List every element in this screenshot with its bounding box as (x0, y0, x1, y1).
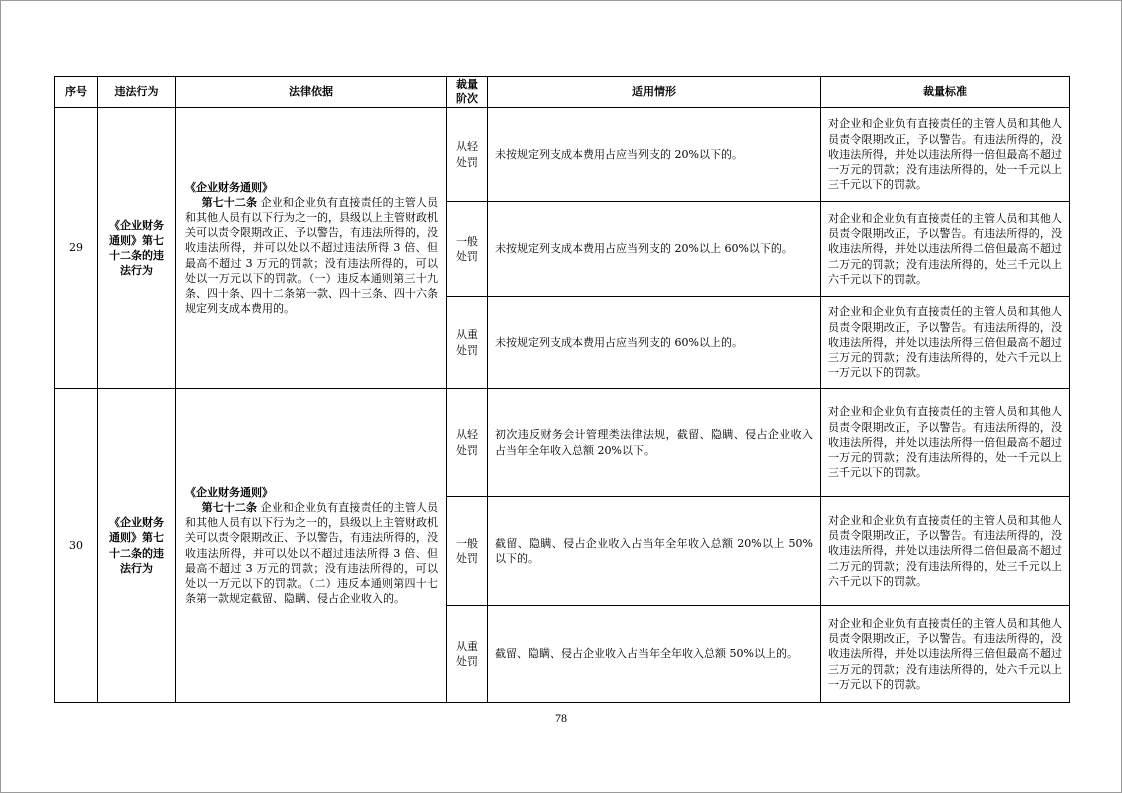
standard-cell: 对企业和企业负有直接责任的主管人员和其他人员责令限期改正，予以警告。有违法所得的，没收违法所得，并处以违法所得二倍但最高不超过二万元的罚款；没有违法所得的，处三千元以上六千元以下的罚款。 (821, 202, 1070, 297)
header-seq: 序号 (55, 77, 98, 108)
standard-cell: 对企业和企业负有直接责任的主管人员和其他人员责令限期改正，予以警告。有违法所得的，没收违法所得，并处以违法所得一倍但最高不超过一万元的罚款；没有违法所得的，处一千元以上三千元以下的罚款。 (821, 389, 1070, 497)
level-cell: 从轻处罚 (447, 108, 488, 202)
legal-text: 企业和企业负有直接责任的主管人员和其他人员有以下行为之一的，县级以上主管财政机关可以责令限期改正、予以警告，有违法所得的，没收违法所得，并可以处以不超过违法所得 3 倍、但最高不超过 3 万元的罚款；没有违法所得的，可以处以一万元以下的罚款。（一）违反本通则第三十九条、四十条、四十二条第一款、四十三条、四十六条规定列支成本费用的。 (185, 195, 439, 316)
condition-cell: 未按规定列支成本费用占应当列支的 20%以下的。 (488, 108, 821, 202)
standard-cell: 对企业和企业负有直接责任的主管人员和其他人员责令限期改正，予以警告。有违法所得的，没收违法所得，并处以违法所得一倍但最高不超过一万元的罚款；没有违法所得的，处一千元以上三千元以下的罚款。 (821, 108, 1070, 202)
legal-text: 企业和企业负有直接责任的主管人员和其他人员有以下行为之一的，县级以上主管财政机关可以责令限期改正、予以警告，有违法所得的，没收违法所得，并可以处以不超过违法所得 3 倍、但最高不超过 3 万元的罚款；没有违法所得的，可以处以一万元以下的罚款。（二）违反本通则第四十七条第一款规定截留、隐瞒、侵占企业收入的。 (185, 500, 439, 606)
level-cell: 从重处罚 (447, 297, 488, 389)
row-violation: 《企业财务通则》第七十二条的违法行为 (98, 108, 176, 389)
row-legal-basis (176, 389, 447, 703)
standard-cell: 对企业和企业负有直接责任的主管人员和其他人员责令限期改正，予以警告。有违法所得的，没收违法所得，并处以违法所得三倍但最高不超过三万元的罚款；没有违法所得的，处六千元以上一万元以下的罚款。 (821, 606, 1070, 703)
law-title: 《企业财务通则》 (185, 180, 273, 194)
article-number: 第七十二条 (201, 500, 258, 514)
condition-cell: 未按规定列支成本费用占应当列支的 60%以上的。 (488, 297, 821, 389)
header-level: 裁量阶次 (447, 77, 488, 108)
header-standard: 裁量标准 (821, 77, 1070, 108)
row-seq: 29 (55, 108, 98, 389)
table-row (55, 389, 1070, 497)
page-number: 78 (555, 711, 567, 725)
condition-cell: 截留、隐瞒、侵占企业收入占当年全年收入总额 20%以上 50%以下的。 (488, 497, 821, 606)
table-row (55, 108, 1070, 202)
condition-cell: 初次违反财务会计管理类法律法规，截留、隐瞒、侵占企业收入占当年全年收入总额 20%以下。 (488, 389, 821, 497)
level-cell: 从重处罚 (447, 606, 488, 703)
condition-cell: 截留、隐瞒、侵占企业收入占当年全年收入总额 50%以上的。 (488, 606, 821, 703)
level-cell: 从轻处罚 (447, 389, 488, 497)
table-header-row (55, 77, 1070, 108)
row-violation: 《企业财务通则》第七十二条的违法行为 (98, 389, 176, 703)
row-legal-basis (176, 108, 447, 389)
law-title: 《企业财务通则》 (185, 485, 273, 499)
header-condition: 适用情形 (488, 77, 821, 108)
condition-cell: 未按规定列支成本费用占应当列支的 20%以上 60%以下的。 (488, 202, 821, 297)
level-cell: 一般处罚 (447, 497, 488, 606)
penalty-discretion-table (54, 76, 1070, 703)
header-legal-basis: 法律依据 (176, 77, 447, 108)
article-number: 第七十二条 (201, 195, 258, 209)
level-cell: 一般处罚 (447, 202, 488, 297)
standard-cell: 对企业和企业负有直接责任的主管人员和其他人员责令限期改正，予以警告。有违法所得的，没收违法所得，并处以违法所得二倍但最高不超过二万元的罚款；没有违法所得的，处三千元以上六千元以下的罚款。 (821, 497, 1070, 606)
standard-cell: 对企业和企业负有直接责任的主管人员和其他人员责令限期改正，予以警告。有违法所得的，没收违法所得，并处以违法所得三倍但最高不超过三万元的罚款；没有违法所得的，处六千元以上一万元以下的罚款。 (821, 297, 1070, 389)
row-seq: 30 (55, 389, 98, 703)
header-violation: 违法行为 (98, 77, 176, 108)
